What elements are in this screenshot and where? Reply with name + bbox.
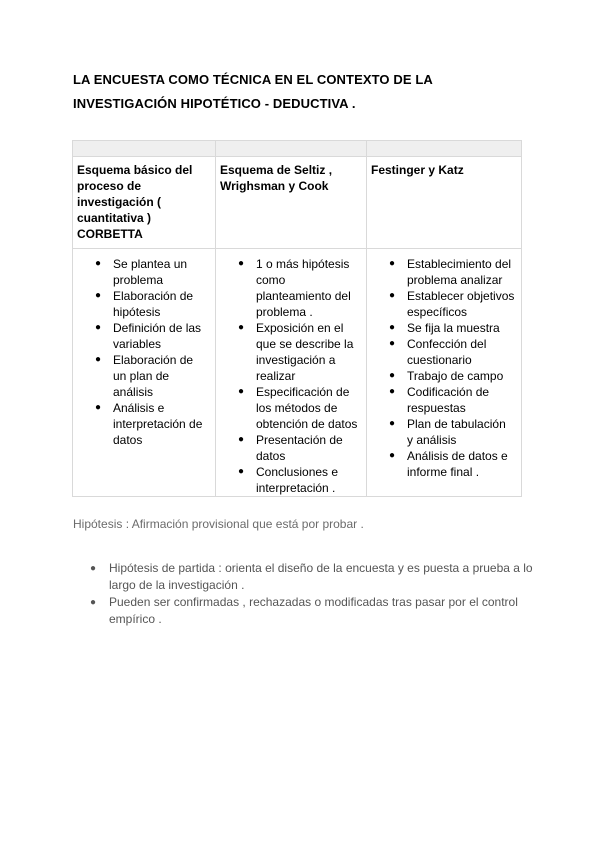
- bullet-icon: ●: [95, 322, 102, 333]
- list-item-text: Exposición en el que se describe la investigación a realizar: [256, 321, 354, 383]
- list-item: [77, 352, 211, 400]
- bullet-icon: ●: [95, 290, 102, 301]
- list-item: [220, 464, 362, 496]
- list-item-text: Se plantea un problema: [113, 257, 188, 287]
- bullet-icon: ●: [90, 597, 97, 608]
- bullet-icon: ●: [389, 386, 396, 397]
- list-item: [371, 448, 517, 480]
- shaded-cell: [216, 141, 367, 157]
- list-item: [220, 320, 362, 384]
- list-item: [371, 320, 517, 336]
- notes-list: [73, 560, 533, 628]
- list-item: [77, 256, 211, 288]
- list-item: [220, 384, 362, 432]
- title-line-1: LA ENCUESTA COMO TÉCNICA EN EL CONTEXTO DE LA: [73, 72, 433, 87]
- list-item-text: Elaboración de hipótesis: [113, 289, 194, 319]
- note-text: Hipótesis de partida : orienta el diseño de la encuesta y es puesta a prueba a lo largo de la investigación .: [109, 561, 533, 592]
- title-line-2: INVESTIGACIÓN HIPOTÉTICO - DEDUCTIVA .: [73, 96, 356, 111]
- list-item-text: Se fija la muestra: [407, 321, 500, 335]
- list-item-text: Plan de tabulación y análisis: [407, 417, 506, 447]
- shaded-cell: [367, 141, 522, 157]
- bullet-icon: ●: [95, 258, 102, 269]
- list-item-text: Codificación de respuestas: [407, 385, 490, 415]
- bullet-icon: ●: [238, 434, 245, 445]
- bullet-icon: ●: [389, 290, 396, 301]
- step-list-seltiz: [220, 256, 362, 496]
- list-item-text: Conclusiones e interpretación .: [256, 465, 339, 495]
- bullet-icon: ●: [389, 338, 396, 349]
- column-cell-corbetta: [73, 249, 216, 497]
- list-item: [371, 416, 517, 448]
- list-item-text: Elaboración de un plan de análisis: [113, 353, 194, 399]
- list-item-text: 1 o más hipótesis como planteamiento del problema .: [256, 257, 351, 319]
- note-text: Pueden ser confirmadas , rechazadas o modificadas tras pasar por el control empírico .: [109, 595, 518, 626]
- bullet-icon: ●: [238, 258, 245, 269]
- list-item: [73, 560, 533, 594]
- list-item: [371, 288, 517, 320]
- list-item: [73, 594, 533, 628]
- list-item: [77, 320, 211, 352]
- bullet-icon: ●: [389, 418, 396, 429]
- hipotesis-definition: Hipótesis : Afirmación provisional que está por probar .: [73, 517, 364, 531]
- table-shaded-row: [73, 141, 522, 157]
- column-cell-festinger: [367, 249, 522, 497]
- list-item-text: Establecer objetivos específicos: [407, 289, 515, 319]
- bullet-icon: ●: [238, 322, 245, 333]
- bullet-icon: ●: [389, 322, 396, 333]
- header-cell-seltiz: Esquema de Seltiz , Wrighsman y Cook: [216, 157, 367, 249]
- list-item-text: Especificación de los métodos de obtención de datos: [256, 385, 358, 431]
- bullet-icon: ●: [238, 466, 245, 477]
- column-cell-seltiz: [216, 249, 367, 497]
- list-item: [220, 432, 362, 464]
- list-item: [371, 256, 517, 288]
- bullet-icon: ●: [389, 450, 396, 461]
- list-item: [371, 384, 517, 416]
- bullet-icon: ●: [389, 258, 396, 269]
- list-item: [371, 368, 517, 384]
- bullet-icon: ●: [90, 563, 97, 574]
- list-item-text: Confección del cuestionario: [407, 337, 487, 367]
- list-item: [371, 336, 517, 368]
- table-body-row: [73, 249, 522, 497]
- list-item-text: Análisis e interpretación de datos: [113, 401, 203, 447]
- bullet-icon: ●: [238, 386, 245, 397]
- list-item: [220, 256, 362, 320]
- step-list-festinger: [371, 256, 517, 480]
- list-item-text: Análisis de datos e informe final .: [407, 449, 508, 479]
- list-item: [77, 288, 211, 320]
- list-item: [77, 400, 211, 448]
- list-item-text: Trabajo de campo: [407, 369, 504, 383]
- bullet-icon: ●: [389, 370, 396, 381]
- header-cell-festinger: Festinger y Katz: [367, 157, 522, 249]
- comparison-table: [72, 140, 522, 497]
- bullet-icon: ●: [95, 354, 102, 365]
- list-item-text: Presentación de datos: [256, 433, 343, 463]
- document-title: [73, 68, 533, 116]
- list-item-text: Establecimiento del problema analizar: [407, 257, 512, 287]
- table-header-row: [73, 157, 522, 249]
- header-cell-corbetta: Esquema básico del proceso de investigación ( cuantitativa ) CORBETTA: [73, 157, 216, 249]
- list-item-text: Definición de las variables: [113, 321, 202, 351]
- bullet-icon: ●: [95, 402, 102, 413]
- shaded-cell: [73, 141, 216, 157]
- step-list-corbetta: [77, 256, 211, 448]
